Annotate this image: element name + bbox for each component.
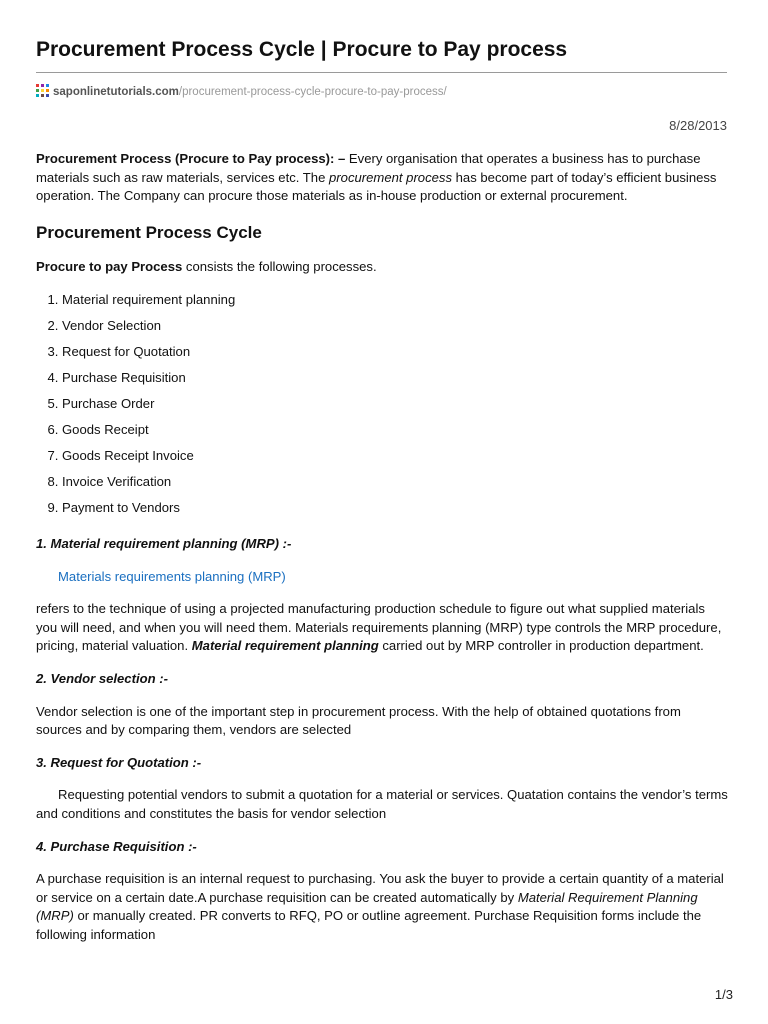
intro-text-b: has become part of today’s efficient business operation. The Company can procure those materials as in-house production or external procurement. (36, 169, 717, 204)
page-number: 1/3 (714, 987, 733, 1002)
mrp-link[interactable]: Materials requirements planning (MRP) (58, 568, 286, 584)
grid-favicon-icon (36, 84, 49, 97)
mrp-paragraph (36, 600, 728, 656)
intro-paragraph (36, 150, 728, 206)
mrp-bold-italic: Material requirement planning (191, 638, 379, 654)
section-heading-vendor: 2. Vendor selection :- (36, 670, 168, 686)
section-heading-rfq: 3. Request for Quotation :- (36, 754, 202, 770)
cycle-lead-text: consists the following processes. (182, 259, 377, 275)
pr-paragraph (36, 870, 728, 944)
list-item: 3. Request for Quotation (62, 343, 728, 369)
section-heading-mrp: 1. Material requirement planning (MRP) :- (36, 535, 292, 551)
intro-bold: Procurement Process (Procure to Pay process): – (36, 151, 346, 166)
source-domain-link[interactable]: saponlinetutorials.com (53, 86, 179, 98)
page-title: Procurement Process Cycle | Procure to Pay process (36, 38, 568, 61)
list-item: 4. Purchase Requisition (62, 369, 728, 395)
pr-text-b: or manually created. PR converts to RFQ, PO or outline agreement. Purchase Requisition forms include the following information (36, 908, 702, 942)
pr-text-a: A purchase requisition is an internal request to purchasing. You ask the buyer to provide a certain quantity of a material or service on a certain date.A purchase requisition can be created automatically by (36, 871, 724, 905)
list-item: 1. Material requirement planning (62, 291, 728, 317)
intro-text-a: Every organisation that operates a business has to purchase materials such as raw materials, services etc. The (36, 151, 701, 185)
publish-date: 8/28/2013 (669, 118, 727, 133)
process-list (36, 291, 728, 525)
title-divider (36, 72, 727, 73)
cycle-lead (36, 258, 728, 277)
list-item: 2. Vendor Selection (62, 317, 728, 343)
list-item: 7. Goods Receipt Invoice (62, 447, 728, 473)
vendor-paragraph: Vendor selection is one of the important step in procurement process. With the help of obtained quotations from sources and by comparing them, vendors are selected (36, 703, 681, 738)
list-item: 5. Purchase Order (62, 395, 728, 421)
section-heading-pr: 4. Purchase Requisition :- (36, 838, 197, 854)
pr-italic: Material Requirement Planning (MRP) (36, 889, 698, 924)
source-path-link[interactable]: /procurement-process-cycle-procure-to-pay-process/ (178, 86, 447, 98)
list-item: 8. Invoice Verification (62, 473, 728, 499)
mrp-text-b: carried out by MRP controller in production department. (378, 638, 704, 654)
list-item: 9. Payment to Vendors (62, 499, 728, 525)
intro-italic: procurement process (329, 169, 453, 185)
list-item: 6. Goods Receipt (62, 421, 728, 447)
article-body (36, 150, 728, 958)
rfq-paragraph: Requesting potential vendors to submit a quotation for a material or services. Quatation contains the vendor’s terms and conditions and constitutes the basis for vendor selection (36, 787, 728, 821)
source-line (36, 84, 447, 98)
cycle-lead-bold: Procure to pay Process (36, 259, 183, 275)
mrp-text-a: refers to the technique of using a projected manufacturing production schedule to figure out what supplied materials you will need, and when you will need them. Materials requirements planning (MRP) type controls the MRP procedure, pricing, material valuation. (36, 601, 722, 654)
section-heading-cycle: Procurement Process Cycle (36, 222, 262, 242)
